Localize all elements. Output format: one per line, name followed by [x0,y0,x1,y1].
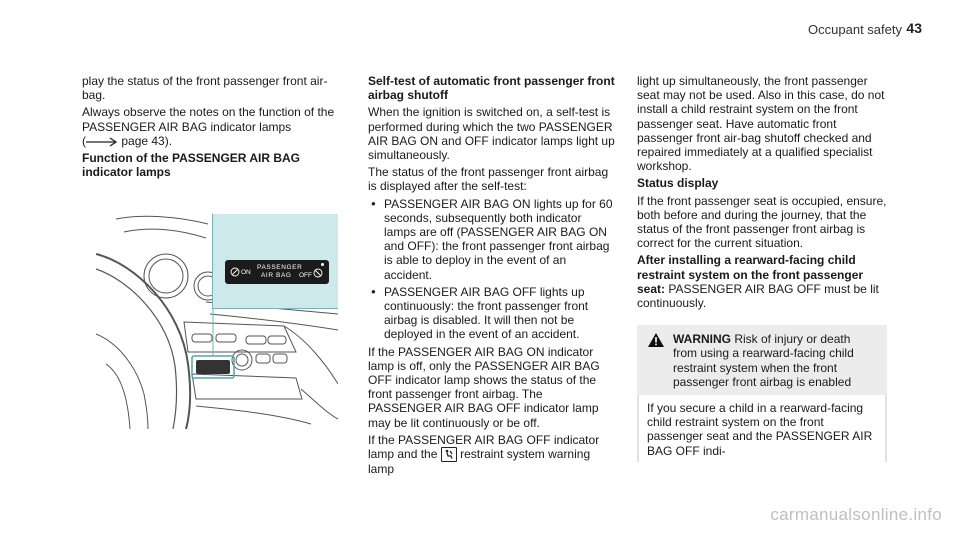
paragraph: When the ignition is switched on, a self-test is performed during which the two PASSENGER AIR BAG ON and OFF indicator lamps light up simultaneously. [368,105,615,163]
panel-label-line1: PASSENGER [257,264,303,271]
page-reference-arrow-icon [86,137,118,147]
paragraph: play the status of the front passenger front air-bag. [82,74,328,103]
paragraph-cross-reference [82,105,350,148]
paragraph-text: Always observe the notes on the function of the PASSENGER AIR BAG indicator lamps [82,105,335,134]
passenger-airbag-indicator-panel [225,260,329,284]
list-item: ● PASSENGER AIR BAG OFF lights up continuously: the front passenger front airbag is disabled. It will then not be deployed in the event of an accident. [368,285,616,342]
panel-label-line2: AIR BAG [261,272,292,279]
warning-label: WARNING [673,332,731,347]
paragraph-text: restraint system warning lamp [368,447,591,477]
warning-heading-text [673,332,877,389]
column-2 [368,74,616,480]
zoom-callout-box [212,214,338,309]
paragraph-text: If the PASSENGER AIR BAG OFF indicator lamp and the [368,432,600,462]
inline-heading: After installing a rearward-facing child restraint system on the front passenger seat: [637,253,864,296]
warning-box-header [637,325,887,395]
warning-title: Risk of injury or death from using a rearward-facing child restraint system when the front passenger front airbag is enabled [673,332,854,389]
paragraph-text: PASSENGER AIR BAG OFF must be lit continuously. [637,281,879,311]
paragraph [637,253,887,310]
paren: ( [82,133,86,148]
paragraph [368,433,616,477]
paragraph: If the PASSENGER AIR BAG ON indicator lamp is off, only the PASSENGER AIR BAG OFF indicator lamp shows the status of the front passenger front airbag. The PASSENGER AIR BAG OFF indicator lamp may be lit continuously or be off. [368,344,600,430]
panel-status-dot [321,263,324,266]
section-heading: Function of the PASSENGER AIR BAG indicator lamps [82,151,300,180]
warning-box-body: If you secure a child in a rearward-facing child restraint system on the front passenger seat and the PASSENGER AIR BAG OFF indi- [637,395,887,462]
warning-triangle-icon [647,332,665,348]
page-number: 43 [906,20,922,36]
column-1 [82,74,350,182]
airbag-off-icon [313,268,323,278]
panel-off-label: OFF [299,272,312,279]
column-3 [637,74,887,462]
panel-on-label: ON [241,269,251,276]
dashboard-illustration [96,214,338,429]
airbag-on-icon [230,267,240,277]
section-heading: Status display [637,176,719,191]
restraint-system-warning-icon [441,447,457,462]
page-reference-link[interactable]: page 43). [121,133,173,148]
list-item: ● PASSENGER AIR BAG ON lights up for 60 seconds, subsequently both indicator lamps are off (PASSENGER AIR BAG ON and OFF): the front passenger front airbag is able to deploy in the event of an accident. [368,197,616,282]
paragraph: light up simultaneously, the front passenger seat may not be used. Also in this case, do not install a child restraint system on the front passenger seat. Have automatic front passenger front air-bag shutoff checked and repaired immediately at a qualified specialist workshop. [637,74,885,174]
watermark: carmanualsonline.info [770,505,942,524]
paragraph: If the front passenger seat is occupied, ensure, both before and during the journey, that the status of the front passenger front airbag is correct for the current situation. [637,193,887,251]
running-header-section: Occupant safety [808,22,902,37]
indicator-lamp-panel-small [196,360,230,374]
paragraph: The status of the front passenger front airbag is displayed after the self-test: [368,165,609,194]
section-heading: Self-test of automatic front passenger front airbag shutoff [368,74,615,103]
